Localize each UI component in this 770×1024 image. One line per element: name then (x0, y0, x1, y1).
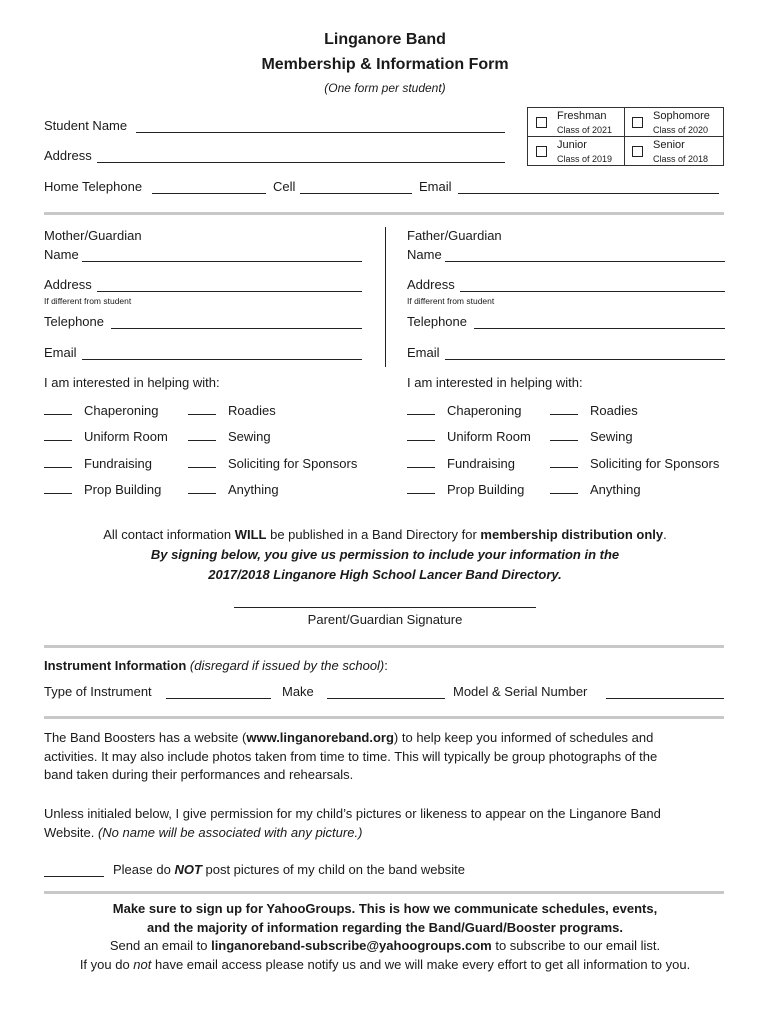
mother-address-note: If different from student (44, 296, 132, 306)
mother-help-row (44, 456, 152, 471)
mother-email-field[interactable] (82, 359, 362, 360)
father-email-label: Email (407, 345, 440, 360)
instrument-model-field[interactable] (606, 698, 724, 699)
grade-class: Class of 2020 (653, 125, 709, 135)
mother-address-field[interactable] (97, 291, 362, 292)
grade-class: Class of 2018 (653, 154, 709, 164)
help-option: Roadies (590, 403, 638, 418)
form-subtitle: (One form per student) (324, 81, 446, 95)
form-title-line1: Linganore Band (324, 31, 446, 48)
help-blank[interactable] (550, 430, 578, 441)
grade-name: Senior (653, 139, 685, 151)
father-address-field[interactable] (460, 291, 725, 292)
help-option: Fundraising (84, 456, 152, 471)
help-blank[interactable] (407, 457, 435, 468)
student-email-field[interactable] (458, 193, 719, 194)
mother-help-row (44, 482, 161, 497)
directory-year: 2017/2018 Linganore High School Lancer Band Directory. (208, 567, 562, 582)
help-option: Soliciting for Sponsors (590, 456, 720, 471)
instrument-type-label: Type of Instrument (44, 684, 152, 699)
help-option: Sewing (228, 429, 271, 444)
home-telephone-label: Home Telephone (44, 179, 143, 194)
father-heading: Father/Guardian (407, 228, 502, 243)
mother-telephone-label: Telephone (44, 314, 104, 329)
help-blank[interactable] (188, 483, 216, 494)
father-helping-label: I am interested in helping with: (407, 375, 583, 390)
father-telephone-label: Telephone (407, 314, 467, 329)
cell-field[interactable] (300, 193, 412, 194)
father-address-label: Address (407, 277, 455, 292)
help-option: Chaperoning (84, 403, 159, 418)
grade-divider-horizontal (528, 136, 723, 137)
help-option: Chaperoning (447, 403, 522, 418)
grade-name: Sophomore (653, 110, 710, 122)
help-blank[interactable] (550, 483, 578, 494)
instrument-model-label: Model & Serial Number (453, 684, 588, 699)
help-blank[interactable] (407, 404, 435, 415)
freshman-checkbox[interactable] (536, 117, 547, 128)
mother-help-row (188, 403, 276, 418)
website-paragraph-line: The Band Boosters has a website (www.linganoreband.org) to help keep you informed of schedules and (44, 730, 654, 745)
help-option: Soliciting for Sponsors (228, 456, 358, 471)
help-blank[interactable] (44, 404, 72, 415)
help-option: Prop Building (447, 482, 525, 497)
mother-heading: Mother/Guardian (44, 228, 142, 243)
father-help-row (550, 456, 719, 471)
mother-telephone-field[interactable] (111, 328, 362, 329)
footer-line: Send an email to linganoreband-subscribe@yahoogroups.com to subscribe to our email list. (109, 938, 661, 953)
junior-checkbox[interactable] (536, 146, 547, 157)
help-option: Prop Building (84, 482, 162, 497)
help-blank[interactable] (44, 457, 72, 468)
father-help-row (407, 456, 515, 471)
sophomore-checkbox[interactable] (632, 117, 643, 128)
section-divider (44, 645, 724, 648)
signature-label: Parent/Guardian Signature (307, 612, 463, 627)
help-option: Uniform Room (84, 429, 168, 444)
instrument-heading: Instrument Information (disregard if issued by the school): (44, 658, 388, 673)
father-name-label: Name (407, 247, 442, 262)
senior-checkbox[interactable] (632, 146, 643, 157)
help-blank[interactable] (44, 430, 72, 441)
father-email-field[interactable] (445, 359, 725, 360)
student-address-label: Address (44, 148, 92, 163)
help-blank[interactable] (407, 483, 435, 494)
footer-line: Make sure to sign up for YahooGroups. This is how we communicate schedules, events, (112, 901, 658, 916)
mother-name-field[interactable] (82, 261, 362, 262)
father-help-row (407, 429, 531, 444)
father-help-row (550, 403, 638, 418)
footer-line: If you do not have email access please notify us and we will make every effort to get all information to you. (79, 957, 691, 972)
student-email-label: Email (419, 179, 452, 194)
mother-help-row (188, 429, 271, 444)
footer-line: and the majority of information regarding the Band/Guard/Booster programs. (147, 920, 623, 935)
student-name-field[interactable] (136, 132, 505, 133)
father-name-field[interactable] (445, 261, 725, 262)
website-paragraph-line: activities. It may also include photos taken from time to time. This will typically be group photographs of the (44, 749, 658, 764)
father-help-row (550, 482, 641, 497)
photo-optout-label: Please do NOT post pictures of my child on the band website (113, 862, 465, 877)
father-telephone-field[interactable] (474, 328, 725, 329)
mother-email-label: Email (44, 345, 77, 360)
grade-name: Freshman (557, 110, 607, 122)
grade-name: Junior (557, 139, 587, 151)
help-option: Sewing (590, 429, 633, 444)
help-option: Uniform Room (447, 429, 531, 444)
signature-field[interactable] (234, 607, 536, 608)
student-address-field[interactable] (97, 162, 505, 163)
instrument-make-label: Make (282, 684, 314, 699)
help-option: Anything (228, 482, 279, 497)
student-name-label: Student Name (44, 118, 128, 133)
mother-help-row (44, 429, 168, 444)
photo-permission-line: Unless initialed below, I give permission for my child’s pictures or likeness to appear on the Linganore Band (44, 806, 661, 821)
photo-optout-initials-field[interactable] (44, 876, 104, 877)
section-divider (44, 212, 724, 215)
father-help-row (407, 403, 521, 418)
mother-name-label: Name (44, 247, 79, 262)
grade-class: Class of 2021 (557, 125, 613, 135)
website-paragraph-line: band taken during their performances and rehearsals. (44, 767, 354, 782)
father-help-row (550, 429, 633, 444)
help-blank[interactable] (188, 430, 216, 441)
father-help-row (407, 482, 524, 497)
help-option: Roadies (228, 403, 276, 418)
help-option: Fundraising (447, 456, 515, 471)
grade-selection-box (527, 107, 724, 166)
help-blank[interactable] (188, 404, 216, 415)
help-blank[interactable] (550, 404, 578, 415)
mother-help-row (188, 482, 279, 497)
mother-help-row (188, 456, 357, 471)
directory-permission: By signing below, you give us permission to include your information in the (150, 547, 620, 562)
help-option: Anything (590, 482, 641, 497)
section-divider (44, 716, 724, 719)
cell-label: Cell (273, 179, 296, 194)
mother-helping-label: I am interested in helping with: (44, 375, 220, 390)
photo-permission-line: Website. (No name will be associated with any picture.) (44, 825, 363, 840)
guardian-column-divider (385, 227, 386, 367)
father-address-note: If different from student (407, 296, 495, 306)
instrument-make-field[interactable] (327, 698, 445, 699)
form-title-line2: Membership & Information Form (261, 56, 509, 73)
home-telephone-field[interactable] (152, 193, 266, 194)
mother-address-label: Address (44, 277, 92, 292)
help-blank[interactable] (44, 483, 72, 494)
help-blank[interactable] (550, 457, 578, 468)
section-divider (44, 891, 724, 894)
help-blank[interactable] (188, 457, 216, 468)
mother-help-row (44, 403, 158, 418)
help-blank[interactable] (407, 430, 435, 441)
instrument-type-field[interactable] (166, 698, 271, 699)
directory-notice: All contact information WILL be published in a Band Directory for membership distribution only. (103, 527, 667, 542)
grade-class: Class of 2019 (557, 154, 613, 164)
